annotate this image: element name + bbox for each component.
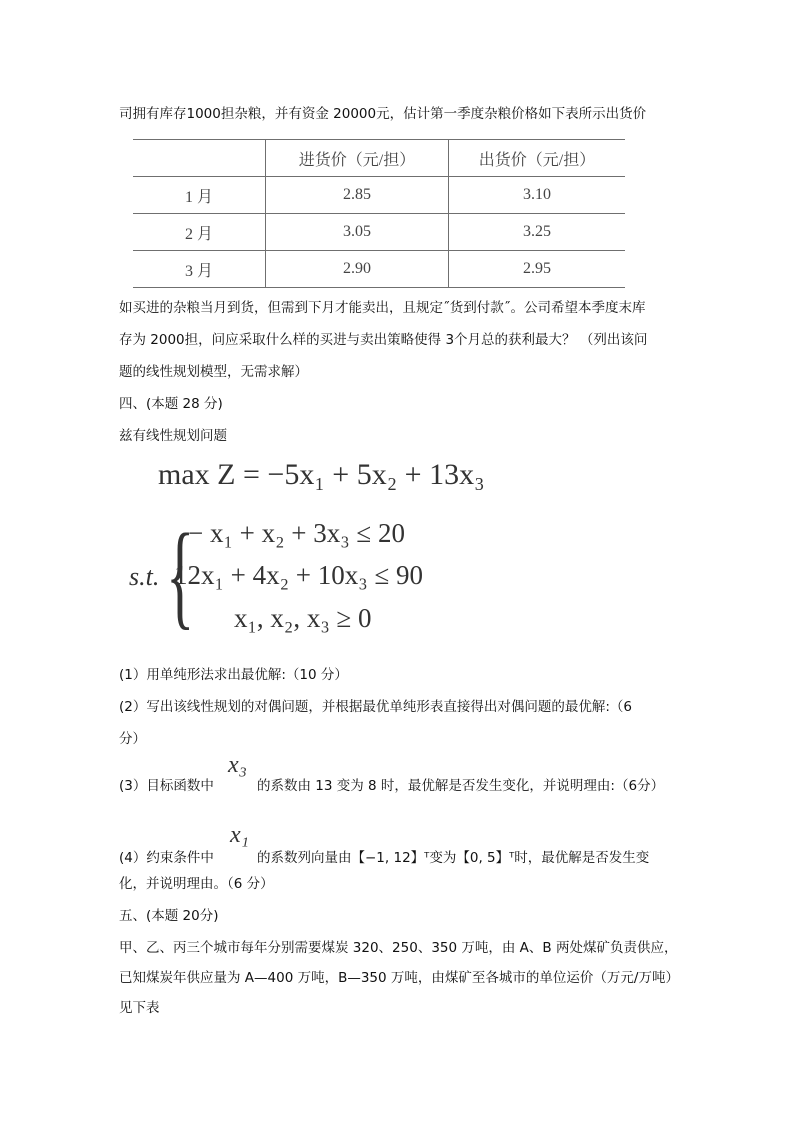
- table-row: [133, 177, 625, 214]
- paragraph-line: 存为 2000担，问应采取什么样的买进与卖出策略使得 3个月总的获利最大？ （列出该问: [119, 332, 648, 348]
- constraint-1: − x₁ + x₂ + 3x₃ ≤ 20: [188, 518, 405, 548]
- constraint-3: x₁, x₂, x₃ ≥ 0: [234, 603, 372, 633]
- table-cell: 2.90: [266, 251, 449, 288]
- table-cell: 3.25: [449, 214, 626, 251]
- q3-variable: x₃: [228, 752, 247, 778]
- table-header-row: [133, 140, 625, 177]
- constraint-2: 12x₁ + 4x₂ + 10x₃ ≤ 90: [174, 560, 424, 590]
- table-cell: 3.05: [266, 214, 449, 251]
- question-1: (1）用单纯形法求出最优解:（10 分）: [119, 667, 348, 683]
- section4-intro: 兹有线性规划问题: [119, 428, 227, 444]
- question-4-line2: 化，并说明理由。（6 分）: [119, 876, 274, 892]
- question-4-prefix: (4）约束条件中: [119, 850, 214, 866]
- question-2-line2: 分）: [119, 731, 146, 747]
- question-4-suffix: 的系数列向量由【−1, 12】ᵀ变为【0, 5】ᵀ时，最优解是否发生变: [257, 850, 650, 866]
- section5-line: 已知煤炭年供应量为 A—400 万吨，B—350 万吨，由煤矿至各城市的单位运价（万元/万吨）: [119, 970, 679, 986]
- st-label: s.t.: [129, 562, 160, 591]
- table-cell: 2.85: [266, 177, 449, 214]
- table-cell: 3 月: [133, 251, 266, 288]
- question-2-line1: (2）写出该线性规划的对偶问题，并根据最优单纯形表直接得出对偶问题的最优解:（6: [119, 699, 632, 715]
- table-cell: 3.10: [449, 177, 626, 214]
- table-cell: 2.95: [449, 251, 626, 288]
- table-row: [133, 214, 625, 251]
- objective-function: max Z = −5x₁ + 5x₂ + 13x₃: [158, 458, 485, 491]
- table-cell: 2 月: [133, 214, 266, 251]
- question-3-prefix: (3）目标函数中: [119, 778, 214, 794]
- table-header-cell: 进货价（元/担）: [266, 140, 449, 177]
- section5-line: 见下表: [119, 1000, 160, 1016]
- section5-heading: 五、(本题 20分): [119, 908, 219, 924]
- constraint-brace: {: [166, 509, 195, 640]
- table-header-cell: 出货价（元/担）: [449, 140, 626, 177]
- table-cell: 1 月: [133, 177, 266, 214]
- section5-line: 甲、乙、丙三个城市每年分别需要煤炭 320、250、350 万吨，由 A、B 两处煤矿负责供应，: [119, 940, 678, 956]
- q4-variable: x₁: [230, 822, 249, 848]
- price-table: [133, 139, 625, 288]
- intro-line: 司拥有库存1000担杂粮，并有资金 20000元，估计第一季度杂粮价格如下表所示出货价: [119, 106, 647, 122]
- section4-heading: 四、(本题 28 分): [119, 396, 223, 412]
- question-3-suffix: 的系数由 13 变为 8 时，最优解是否发生变化，并说明理由:（6分）: [257, 778, 665, 794]
- paragraph-line: 如买进的杂粮当月到货，但需到下月才能卖出，且规定˝货到付款˝。公司希望本季度末库: [119, 300, 646, 316]
- table-row: [133, 251, 625, 288]
- table-header-cell: [133, 140, 266, 177]
- paragraph-line: 题的线性规划模型，无需求解）: [119, 364, 308, 380]
